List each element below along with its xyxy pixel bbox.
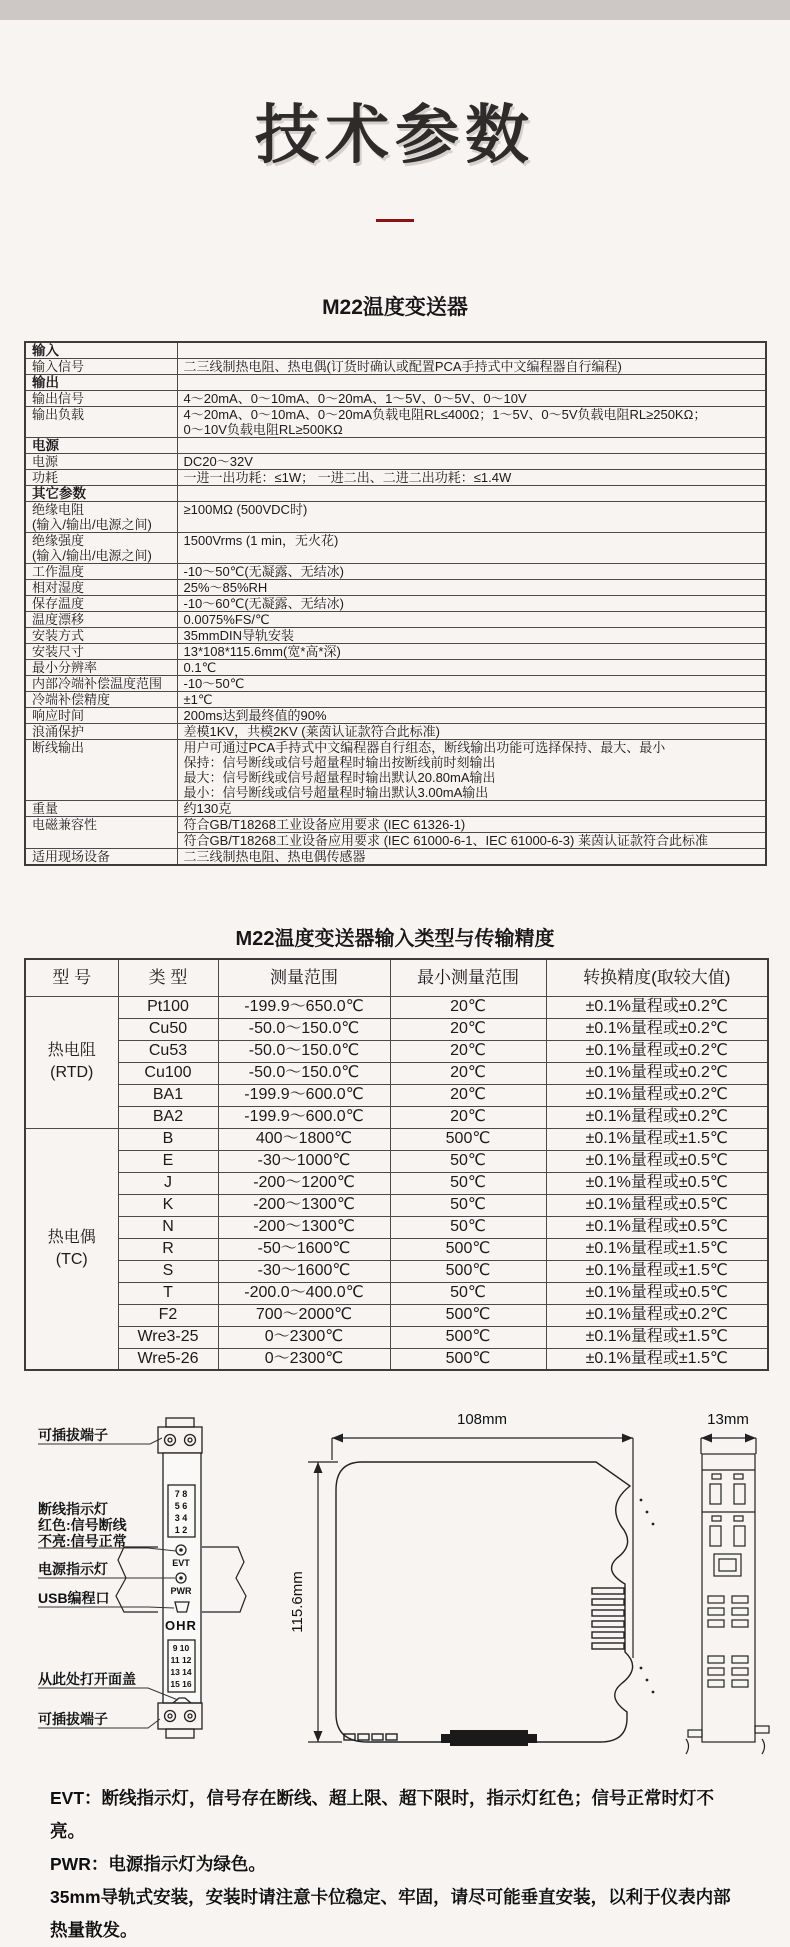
accuracy-row <box>25 1304 768 1326</box>
spec-table <box>24 341 767 866</box>
spec-value: -10～50℃ <box>177 676 766 692</box>
edge-dots <box>640 1499 655 1694</box>
spec-value: 符合GB/T18268工业设备应用要求 (IEC 61326-1) <box>177 817 766 833</box>
spec-row <box>25 708 766 724</box>
accuracy-cell: 20℃ <box>390 996 546 1018</box>
spec-label: 工作温度 <box>25 564 177 580</box>
spec-value: ≥100MΩ (500VDC时) <box>177 502 766 533</box>
footer-note-evt: EVT：断线指示灯，信号存在断线、超上限、超下限时，指示灯红色；信号正常时灯不亮。 <box>50 1788 715 1841</box>
footer-note-mounting: 35mm导轨式安装，安装时请注意卡位稳定、牢固，请尽可能垂直安装，以利于仪表内部热量散发。 <box>50 1887 731 1940</box>
spec-row <box>25 407 766 438</box>
accuracy-cell: ±0.1%量程或±1.5℃ <box>546 1238 768 1260</box>
spec-label: 浪涌保护 <box>25 724 177 740</box>
spec-value: ±1℃ <box>177 692 766 708</box>
spec-row <box>25 817 766 833</box>
pwr-led-icon <box>179 1576 183 1580</box>
accuracy-row <box>25 1282 768 1304</box>
spec-label: 相对湿度 <box>25 580 177 596</box>
accuracy-cell: 400～1800℃ <box>218 1128 390 1150</box>
accuracy-cell: ±0.1%量程或±1.5℃ <box>546 1326 768 1348</box>
spec-value <box>177 342 766 359</box>
accuracy-cell: ±0.1%量程或±0.2℃ <box>546 1018 768 1040</box>
label-break-led-1: 断线指示灯 <box>38 1501 108 1517</box>
accuracy-cell: BA2 <box>118 1106 218 1128</box>
spec-label: 安装方式 <box>25 628 177 644</box>
label-break-led-3: 不亮:信号正常 <box>38 1533 127 1549</box>
accuracy-cell: Cu100 <box>118 1062 218 1084</box>
spec-row <box>25 692 766 708</box>
spec-label: 其它参数 <box>25 486 177 502</box>
evt-led-label: EVT <box>172 1558 190 1568</box>
accuracy-cell: -30～1000℃ <box>218 1150 390 1172</box>
width-dimension-label: 108mm <box>456 1411 508 1428</box>
accuracy-cell: 500℃ <box>390 1348 546 1370</box>
accuracy-row <box>25 1040 768 1062</box>
terminal-numbers: 3 4 <box>174 1513 188 1523</box>
accuracy-cell: -50～1600℃ <box>218 1238 390 1260</box>
accuracy-row <box>25 1238 768 1260</box>
spec-row <box>25 628 766 644</box>
din-rail-clip <box>441 1730 537 1746</box>
spec-label: 保存温度 <box>25 596 177 612</box>
accuracy-table-title: M22温度变送器输入类型与传输精度 <box>235 928 555 950</box>
accuracy-cell: -199.9～600.0℃ <box>218 1084 390 1106</box>
title-accent-dash <box>376 219 414 222</box>
spec-row <box>25 580 766 596</box>
spec-label: 断线输出 <box>25 740 177 801</box>
spec-value: 用户可通过PCA手持式中文编程器自行组态，断线输出功能可选择保持、最大、最小 保持：信号断线或信号超量程时输出按断线前时刻输出 最大：信号断线或信号超量程时输出默认20.80mA输出 最小：信号断线或信号超量程时输出默认3.00mA输出 <box>177 740 766 801</box>
sensor-group-label: 热电偶 (TC) <box>25 1128 118 1370</box>
accuracy-cell: ±0.1%量程或±0.5℃ <box>546 1172 768 1194</box>
spec-label: 输入 <box>25 342 177 359</box>
top-bar <box>0 0 790 20</box>
label-break-led-2: 红色:信号断线 <box>38 1517 127 1533</box>
accuracy-cell: 50℃ <box>390 1172 546 1194</box>
spec-label: 输出负载 <box>25 407 177 438</box>
depth-dimension-label: 13mm <box>707 1411 749 1428</box>
accuracy-row <box>25 1018 768 1040</box>
accuracy-cell: -50.0～150.0℃ <box>218 1062 390 1084</box>
height-dimension-line <box>308 1462 342 1742</box>
spec-label: 输出 <box>25 375 177 391</box>
label-pluggable-terminal-top: 可插拔端子 <box>38 1427 108 1443</box>
accuracy-cell: 500℃ <box>390 1326 546 1348</box>
page-title: 技术参数 <box>255 99 535 171</box>
spec-row <box>25 849 766 866</box>
accuracy-cell: 500℃ <box>390 1238 546 1260</box>
accuracy-cell: 0～2300℃ <box>218 1348 390 1370</box>
spec-row <box>25 564 766 580</box>
terminal-numbers: 5 6 <box>174 1501 188 1511</box>
accuracy-cell: N <box>118 1216 218 1238</box>
spec-value <box>177 486 766 502</box>
accuracy-cell: -200～1200℃ <box>218 1172 390 1194</box>
spec-row <box>25 438 766 454</box>
sensor-group-label: 热电阻 (RTD) <box>25 996 118 1128</box>
terminal-numbers: 13 14 <box>170 1667 192 1677</box>
accuracy-row <box>25 1150 768 1172</box>
spec-row <box>25 454 766 470</box>
accuracy-cell: 50℃ <box>390 1194 546 1216</box>
spec-value: 4～20mA、0～10mA、0～20mA负载电阻RL≤400Ω；1～5V、0～5V负载电阻RL≥250KΩ； 0～10V负载电阻RL≥500KΩ <box>177 407 766 438</box>
spec-label: 绝缘强度 (输入/输出/电源之间) <box>25 533 177 564</box>
spec-row <box>25 342 766 359</box>
spec-row <box>25 391 766 407</box>
spec-row <box>25 660 766 676</box>
spec-table-body <box>25 342 766 865</box>
spec-label: 适用现场设备 <box>25 849 177 866</box>
spec-row <box>25 359 766 375</box>
accuracy-cell: E <box>118 1150 218 1172</box>
spec-row <box>25 644 766 660</box>
accuracy-cell: Wre3-25 <box>118 1326 218 1348</box>
spec-value: 符合GB/T18268工业设备应用要求 (IEC 61000-6-1、IEC 61000-6-3) 莱茵认证款符合此标准 <box>177 833 766 849</box>
spec-row <box>25 375 766 391</box>
accuracy-cell: ±0.1%量程或±0.5℃ <box>546 1194 768 1216</box>
spec-value: -10～50℃(无凝露、无结冰) <box>177 564 766 580</box>
accuracy-cell: 50℃ <box>390 1150 546 1172</box>
accuracy-cell: ±0.1%量程或±0.2℃ <box>546 1106 768 1128</box>
accuracy-cell: ±0.1%量程或±0.5℃ <box>546 1282 768 1304</box>
spec-label: 冷端补偿精度 <box>25 692 177 708</box>
spec-label: 电源 <box>25 454 177 470</box>
accuracy-cell: T <box>118 1282 218 1304</box>
spec-value: 1500Vrms (1 min，无火花) <box>177 533 766 564</box>
accuracy-cell: 50℃ <box>390 1282 546 1304</box>
accuracy-cell: ±0.1%量程或±0.2℃ <box>546 1062 768 1084</box>
spec-row <box>25 612 766 628</box>
spec-label: 最小分辨率 <box>25 660 177 676</box>
spec-label: 输出信号 <box>25 391 177 407</box>
terminal-numbers: 11 12 <box>170 1655 192 1665</box>
spec-value: DC20～32V <box>177 454 766 470</box>
accuracy-cell: ±0.1%量程或±0.2℃ <box>546 1040 768 1062</box>
evt-led-icon <box>179 1548 183 1552</box>
accuracy-cell: 500℃ <box>390 1128 546 1150</box>
terminal-numbers: 15 16 <box>170 1679 192 1689</box>
accuracy-header-row <box>25 959 768 996</box>
spec-row <box>25 502 766 533</box>
accuracy-cell: 20℃ <box>390 1084 546 1106</box>
accuracy-row <box>25 1326 768 1348</box>
spec-value <box>177 438 766 454</box>
accuracy-header-cell: 转换精度(取较大值) <box>546 959 768 996</box>
accuracy-header-cell: 测量范围 <box>218 959 390 996</box>
pwr-led-label: PWR <box>170 1586 192 1596</box>
spec-value: 200ms达到最终值的90% <box>177 708 766 724</box>
accuracy-row <box>25 1194 768 1216</box>
module-end-view <box>686 1454 769 1754</box>
spec-row <box>25 801 766 817</box>
accuracy-cell: J <box>118 1172 218 1194</box>
accuracy-cell: 500℃ <box>390 1304 546 1326</box>
accuracy-cell: Cu53 <box>118 1040 218 1062</box>
spec-row <box>25 486 766 502</box>
accuracy-cell: 0～2300℃ <box>218 1326 390 1348</box>
accuracy-cell: 20℃ <box>390 1018 546 1040</box>
accuracy-row <box>25 1216 768 1238</box>
spec-value: -10～60℃(无凝露、无结冰) <box>177 596 766 612</box>
spec-value: 约130克 <box>177 801 766 817</box>
accuracy-row <box>25 1260 768 1282</box>
spec-label: 输入信号 <box>25 359 177 375</box>
accuracy-cell: S <box>118 1260 218 1282</box>
accuracy-cell: -199.9～600.0℃ <box>218 1106 390 1128</box>
spec-value: 13*108*115.6mm(宽*高*深) <box>177 644 766 660</box>
spec-label: 内部冷端补偿温度范围 <box>25 676 177 692</box>
spec-row <box>25 533 766 564</box>
spec-value: 0.0075%FS/℃ <box>177 612 766 628</box>
spec-label: 电源 <box>25 438 177 454</box>
accuracy-header-cell: 型 号 <box>25 959 118 996</box>
footer-notes <box>50 1782 744 1947</box>
accuracy-cell: ±0.1%量程或±1.5℃ <box>546 1348 768 1370</box>
accuracy-cell: R <box>118 1238 218 1260</box>
spec-label: 电磁兼容性 <box>25 817 177 849</box>
spec-value: 二三线制热电阻、热电偶传感器 <box>177 849 766 866</box>
spec-value: 35mmDIN导轨安装 <box>177 628 766 644</box>
label-pluggable-terminal-bottom: 可插拔端子 <box>38 1711 108 1727</box>
terminal-numbers: 1 2 <box>174 1525 188 1535</box>
spec-value: 一进一出功耗：≤1W； 一进二出、二进二出功耗：≤1.4W <box>177 470 766 486</box>
spec-row <box>25 740 766 801</box>
accuracy-row <box>25 996 768 1018</box>
accuracy-cell: Cu50 <box>118 1018 218 1040</box>
accuracy-row <box>25 1106 768 1128</box>
accuracy-cell: 20℃ <box>390 1062 546 1084</box>
accuracy-cell: -50.0～150.0℃ <box>218 1040 390 1062</box>
accuracy-cell: -30～1600℃ <box>218 1260 390 1282</box>
accuracy-cell: ±0.1%量程或±1.5℃ <box>546 1128 768 1150</box>
label-usb-port: USB编程口 <box>38 1590 110 1606</box>
accuracy-cell: 20℃ <box>390 1040 546 1062</box>
accuracy-cell: ±0.1%量程或±0.2℃ <box>546 996 768 1018</box>
accuracy-row <box>25 1062 768 1084</box>
terminal-numbers: 9 10 <box>172 1643 190 1653</box>
spec-label: 安装尺寸 <box>25 644 177 660</box>
spec-value <box>177 375 766 391</box>
width-dimension-line <box>332 1438 633 1658</box>
spec-value: 差模1KV，共模2KV (莱茵认证款符合此标准) <box>177 724 766 740</box>
spec-value: 0.1℃ <box>177 660 766 676</box>
spec-label: 响应时间 <box>25 708 177 724</box>
accuracy-cell: -50.0～150.0℃ <box>218 1018 390 1040</box>
accuracy-cell: ±0.1%量程或±0.5℃ <box>546 1150 768 1172</box>
accuracy-cell: ±0.1%量程或±0.5℃ <box>546 1216 768 1238</box>
accuracy-header-cell: 最小测量范围 <box>390 959 546 996</box>
accuracy-cell: -200～1300℃ <box>218 1216 390 1238</box>
height-dimension-label: 115.6mm <box>289 1571 306 1633</box>
spec-value: 二三线制热电阻、热电偶(订货时确认或配置PCA手持式中文编程器自行编程) <box>177 359 766 375</box>
accuracy-cell: 20℃ <box>390 1106 546 1128</box>
footer-note-pwr: PWR：电源指示灯为绿色。 <box>50 1854 266 1874</box>
spec-label: 重量 <box>25 801 177 817</box>
spec-label: 温度漂移 <box>25 612 177 628</box>
spec-label: 功耗 <box>25 470 177 486</box>
spec-row <box>25 596 766 612</box>
accuracy-row <box>25 1172 768 1194</box>
accuracy-cell: B <box>118 1128 218 1150</box>
accuracy-cell: K <box>118 1194 218 1216</box>
accuracy-cell: 500℃ <box>390 1260 546 1282</box>
accuracy-row <box>25 1128 768 1150</box>
accuracy-table-body <box>25 959 768 1370</box>
spec-table-title: M22温度变送器 <box>322 296 468 319</box>
dimension-diagram <box>0 1400 790 1770</box>
accuracy-cell: -199.9～650.0℃ <box>218 996 390 1018</box>
accuracy-row <box>25 1348 768 1370</box>
spec-label: 绝缘电阻 (输入/输出/电源之间) <box>25 502 177 533</box>
module-side-view <box>336 1462 633 1742</box>
accuracy-cell: Pt100 <box>118 996 218 1018</box>
label-open-cover: 从此处打开面盖 <box>38 1671 136 1687</box>
accuracy-cell: -200.0～400.0℃ <box>218 1282 390 1304</box>
accuracy-cell: -200～1300℃ <box>218 1194 390 1216</box>
accuracy-cell: 50℃ <box>390 1216 546 1238</box>
accuracy-cell: BA1 <box>118 1084 218 1106</box>
spec-row <box>25 676 766 692</box>
accuracy-cell: 700～2000℃ <box>218 1304 390 1326</box>
spec-value: 25%～85%RH <box>177 580 766 596</box>
spec-row <box>25 470 766 486</box>
terminal-numbers: 7 8 <box>174 1489 188 1499</box>
accuracy-cell: ±0.1%量程或±0.2℃ <box>546 1084 768 1106</box>
accuracy-header-cell: 类 型 <box>118 959 218 996</box>
accuracy-cell: ±0.1%量程或±1.5℃ <box>546 1260 768 1282</box>
brand-logo: OHR <box>165 1618 197 1633</box>
label-power-led: 电源指示灯 <box>38 1561 108 1577</box>
accuracy-cell: Wre5-26 <box>118 1348 218 1370</box>
accuracy-row <box>25 1084 768 1106</box>
spec-value: 4～20mA、0～10mA、0～20mA、1～5V、0～5V、0～10V <box>177 391 766 407</box>
accuracy-cell: F2 <box>118 1304 218 1326</box>
accuracy-table <box>24 958 769 1371</box>
accuracy-cell: ±0.1%量程或±0.2℃ <box>546 1304 768 1326</box>
spec-row <box>25 724 766 740</box>
